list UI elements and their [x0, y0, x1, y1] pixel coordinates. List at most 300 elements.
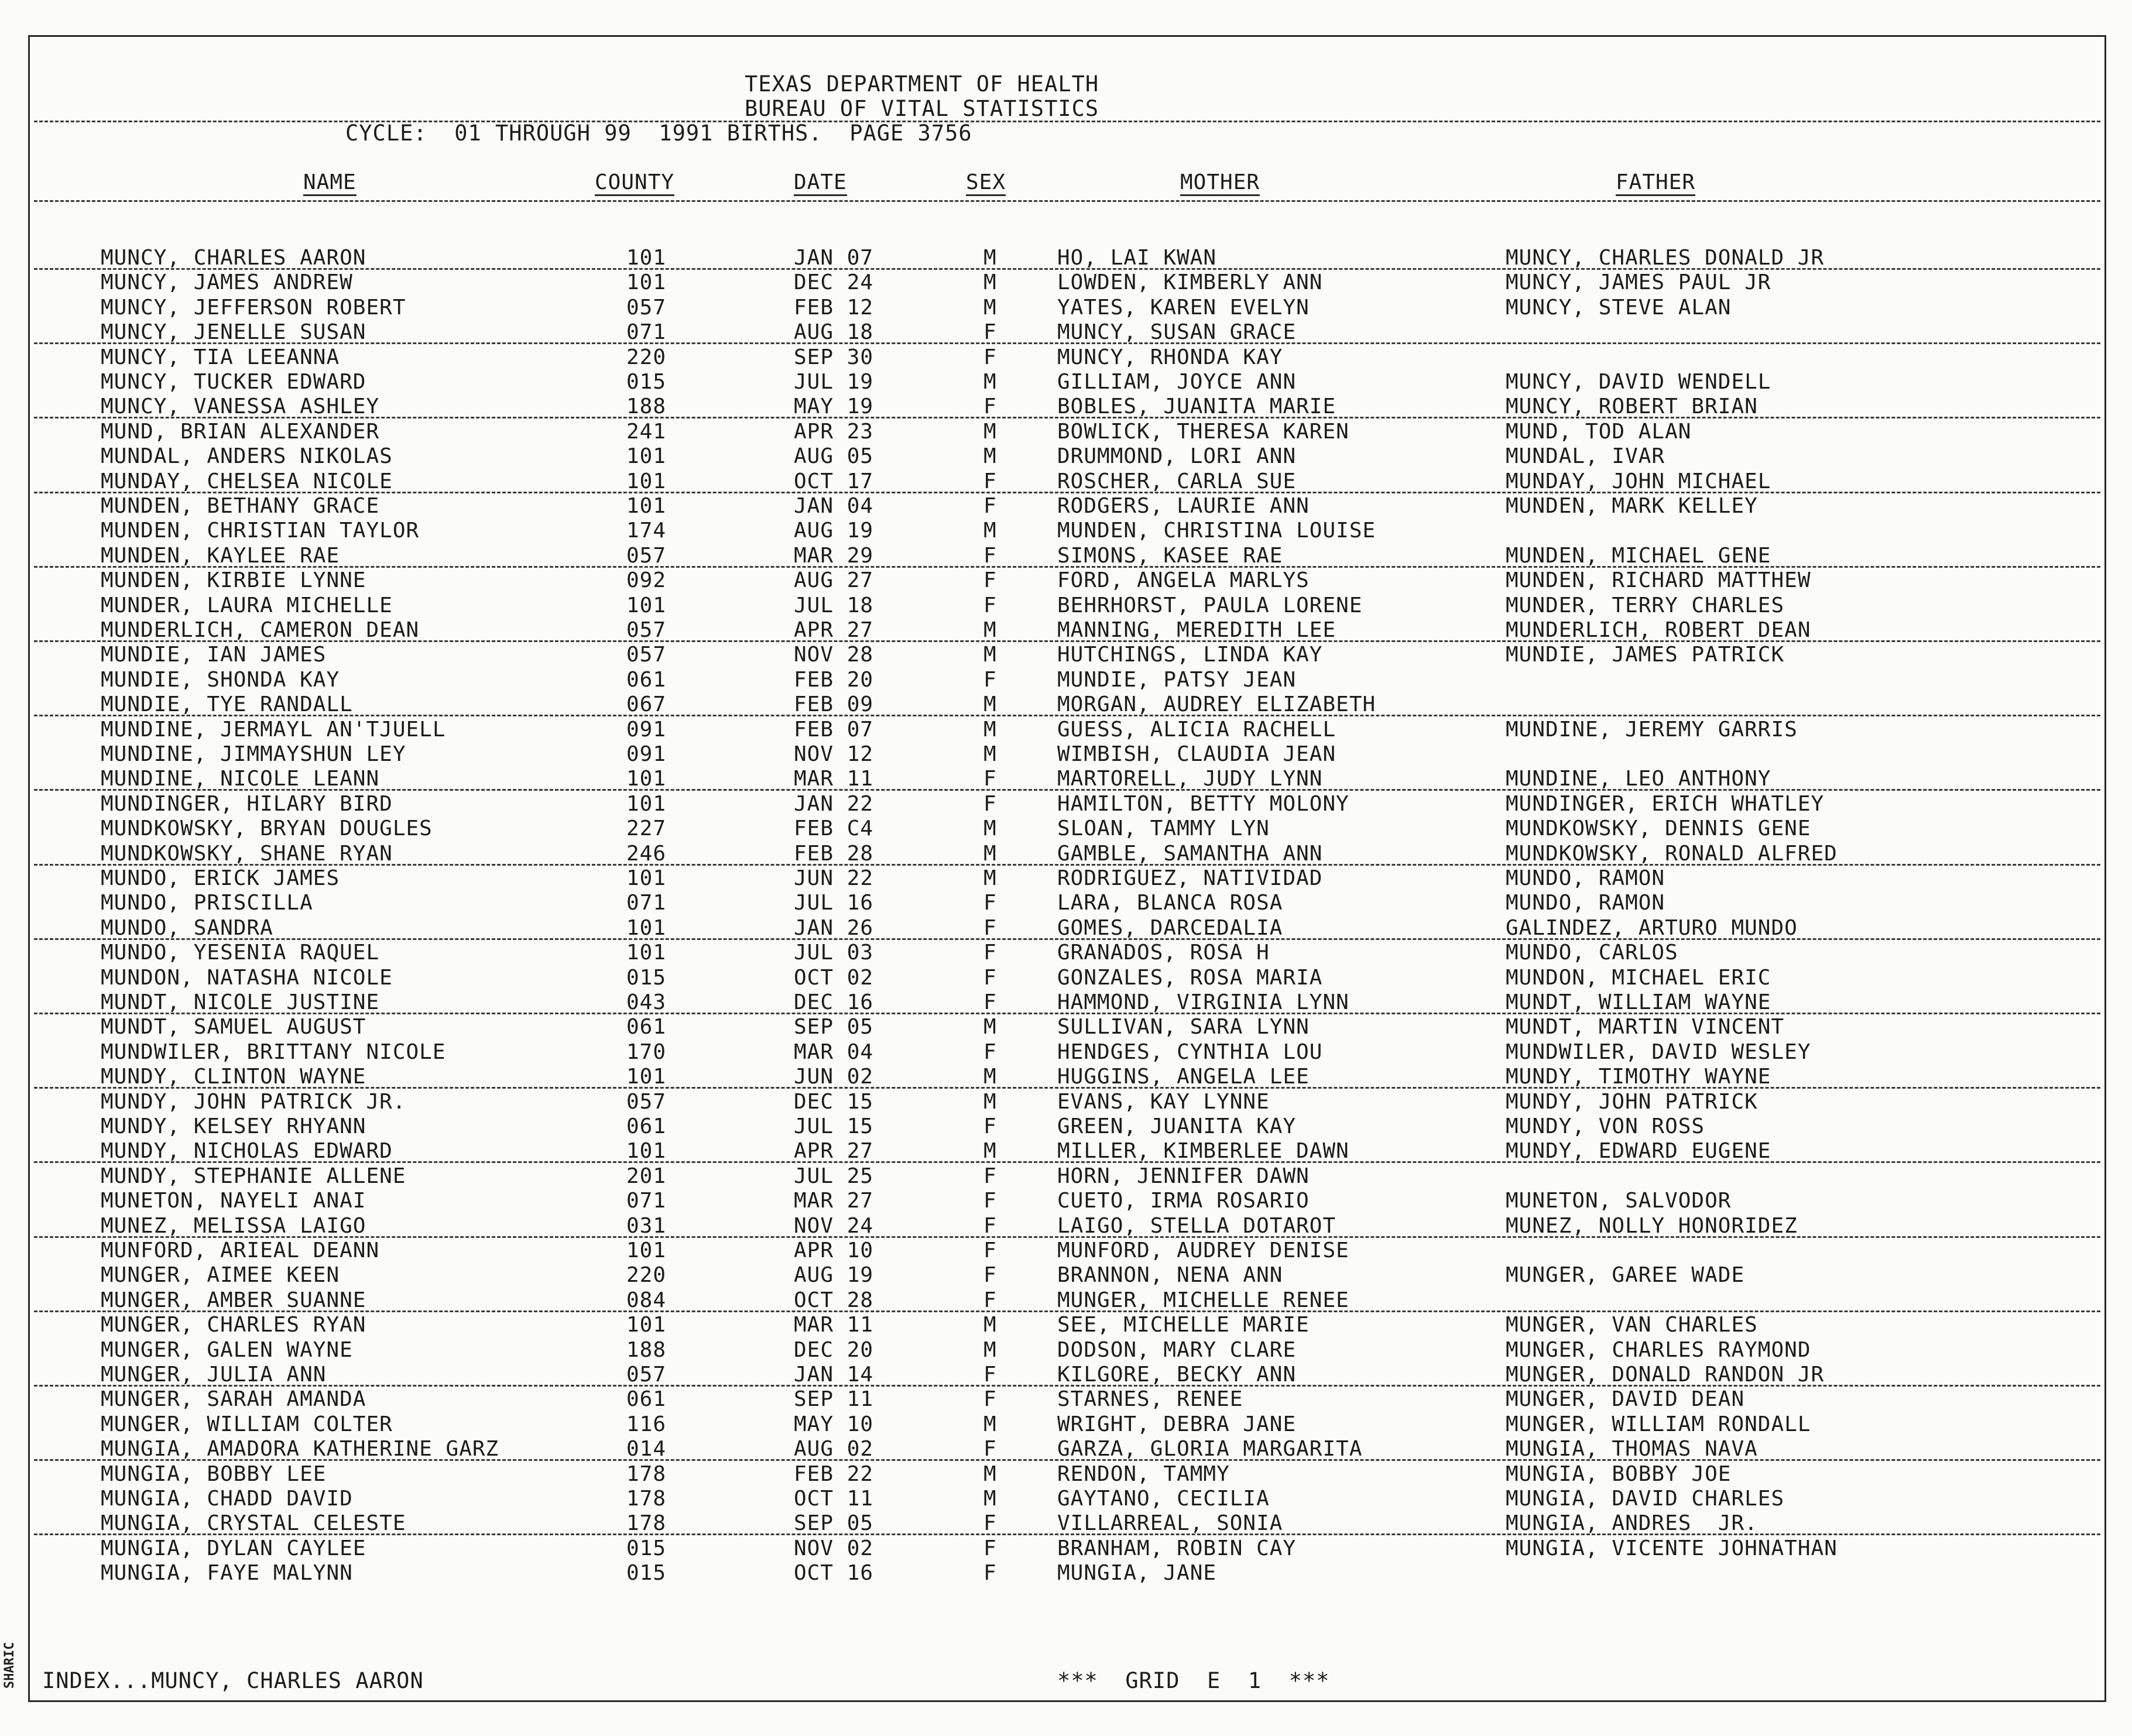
cell-name: MUNDON, NATASHA NICOLE	[101, 965, 393, 990]
table-row	[0, 246, 2132, 270]
cell-county: 043	[626, 990, 667, 1014]
cell-name: MUNGER, GALEN WAYNE	[101, 1337, 353, 1362]
cell-sex: M	[983, 841, 997, 866]
table-row	[0, 816, 2132, 841]
cell-sex: F	[983, 469, 997, 493]
cell-sex: M	[983, 692, 997, 717]
cell-county: 091	[626, 742, 667, 766]
cycle-line: CYCLE: 01 THROUGH 99 1991 BIRTHS. PAGE 3756	[345, 121, 972, 146]
cell-date: MAY 19	[794, 394, 874, 419]
cell-county: 188	[626, 1337, 667, 1362]
cell-sex: M	[983, 816, 997, 841]
cell-mother: FORD, ANGELA MARLYS	[1057, 568, 1310, 593]
cell-county: 057	[626, 543, 667, 568]
cell-father: MUNGER, DONALD RANDON JR	[1506, 1363, 1825, 1387]
cell-date: SEP 30	[794, 345, 874, 369]
cell-father: MUNDEN, MICHAEL GENE	[1506, 543, 1771, 568]
row-divider	[34, 342, 2100, 344]
cell-mother: MANNING, MEREDITH LEE	[1057, 618, 1336, 642]
cell-mother: HAMILTON, BETTY MOLONY	[1057, 791, 1349, 816]
cell-county: 116	[626, 1412, 667, 1436]
grid-footer: *** GRID E 1 ***	[1057, 1668, 1330, 1693]
cell-father: MUNDY, VON ROSS	[1506, 1114, 1705, 1138]
cell-name: MUNDINE, JERMAYL AN'TJUELL	[101, 717, 446, 742]
table-row	[0, 345, 2132, 370]
row-divider	[34, 1459, 2100, 1461]
cell-sex: M	[983, 1015, 997, 1039]
cell-mother: KILGORE, BECKY ANN	[1057, 1363, 1297, 1387]
cell-mother: HUGGINS, ANGELA LEE	[1057, 1065, 1310, 1089]
cell-date: MAR 11	[794, 1313, 874, 1337]
table-row	[0, 270, 2132, 295]
cell-father: MUNGIA, DAVID CHARLES	[1506, 1487, 1785, 1511]
table-row	[0, 1139, 2132, 1164]
cell-mother: GRANADOS, ROSA H	[1057, 941, 1270, 965]
cell-father: MUNDERLICH, ROBERT DEAN	[1506, 618, 1811, 642]
cell-name: MUNDER, LAURA MICHELLE	[101, 593, 393, 617]
cell-county: 061	[626, 1387, 667, 1412]
table-row	[0, 1313, 2132, 1337]
table-row	[0, 420, 2132, 444]
table-row	[0, 1487, 2132, 1511]
table-row	[0, 568, 2132, 593]
cell-name: MUNDY, NICHOLAS EDWARD	[101, 1139, 393, 1164]
table-row	[0, 891, 2132, 915]
cell-name: MUNCY, JENELLE SUSAN	[101, 320, 366, 345]
cell-sex: M	[983, 519, 997, 543]
cell-father: MUNDINE, LEO ANTHONY	[1506, 767, 1771, 791]
cell-name: MUNDT, NICOLE JUSTINE	[101, 990, 380, 1014]
cell-date: MAY 10	[794, 1412, 874, 1436]
cell-name: MUNDWILER, BRITTANY NICOLE	[101, 1039, 446, 1064]
cell-mother: GOMES, DARCEDALIA	[1057, 915, 1283, 940]
cell-father: MUNDO, RAMON	[1506, 866, 1665, 890]
table-row	[0, 1015, 2132, 1039]
side-label: SHARIC	[2, 1642, 17, 1689]
row-divider	[34, 1533, 2100, 1535]
cell-father: GALINDEZ, ARTURO MUNDO	[1506, 915, 1798, 940]
cell-county: 101	[626, 593, 667, 617]
index-footer: INDEX...MUNCY, CHARLES AARON	[42, 1668, 424, 1693]
table-row	[0, 1561, 2132, 1586]
cell-date: MAR 04	[794, 1039, 874, 1064]
cell-name: MUNGIA, FAYE MALYNN	[101, 1561, 353, 1586]
cell-sex: F	[983, 941, 997, 965]
cell-father: MUNGER, WILLIAM RONDALL	[1506, 1412, 1811, 1436]
cell-mother: GREEN, JUANITA KAY	[1057, 1114, 1297, 1138]
cell-date: OCT 16	[794, 1561, 874, 1586]
cell-name: MUNDERLICH, CAMERON DEAN	[101, 618, 420, 642]
cell-name: MUNDINGER, HILARY BIRD	[101, 791, 393, 816]
cell-mother: LOWDEN, KIMBERLY ANN	[1057, 270, 1323, 295]
cell-sex: F	[983, 1511, 997, 1536]
cell-sex: F	[983, 394, 997, 419]
table-row	[0, 394, 2132, 419]
cell-father: MUNDEN, MARK KELLEY	[1506, 494, 1758, 518]
row-divider	[34, 715, 2100, 716]
cell-sex: M	[983, 1313, 997, 1337]
cell-county: 178	[626, 1487, 667, 1511]
cell-father: MUNDO, RAMON	[1506, 891, 1665, 915]
cell-name: MUNEZ, MELISSA LAIGO	[101, 1213, 366, 1238]
table-row	[0, 1090, 2132, 1114]
cell-name: MUNDAL, ANDERS NIKOLAS	[101, 444, 393, 469]
table-row	[0, 792, 2132, 816]
cell-name: MUNDKOWSKY, BRYAN DOUGLES	[101, 816, 433, 841]
cell-name: MUNDIE, SHONDA KAY	[101, 667, 340, 692]
table-row	[0, 618, 2132, 643]
cell-county: 178	[626, 1461, 667, 1486]
cell-mother: SEE, MICHELLE MARIE	[1057, 1313, 1310, 1337]
cell-sex: M	[983, 1337, 997, 1362]
cell-name: MUNDY, CLINTON WAYNE	[101, 1065, 366, 1089]
cell-father: MUNDY, TIMOTHY WAYNE	[1506, 1065, 1771, 1089]
cell-father: MUNDINE, JEREMY GARRIS	[1506, 717, 1798, 742]
row-divider	[34, 1013, 2100, 1014]
row-divider	[34, 1236, 2100, 1238]
cell-father: MUNETON, SALVODOR	[1506, 1189, 1732, 1213]
table-row	[0, 1536, 2132, 1561]
cell-mother: RODGERS, LAURIE ANN	[1057, 494, 1310, 518]
cell-date: JUL 16	[794, 891, 874, 915]
table-row	[0, 1363, 2132, 1387]
cell-county: 101	[626, 1313, 667, 1337]
cell-name: MUNCY, TIA LEEANNA	[101, 345, 340, 369]
cell-county: 101	[626, 941, 667, 965]
cell-father: MUNDT, WILLIAM WAYNE	[1506, 990, 1771, 1014]
cell-mother: HAMMOND, VIRGINIA LYNN	[1057, 990, 1349, 1014]
cell-mother: MARTORELL, JUDY LYNN	[1057, 767, 1323, 791]
cell-date: DEC 15	[794, 1089, 874, 1114]
table-row	[0, 320, 2132, 345]
cell-date: FEB 22	[794, 1461, 874, 1486]
cell-sex: M	[983, 618, 997, 642]
cell-county: 101	[626, 469, 667, 493]
cell-name: MUNDO, ERICK JAMES	[101, 866, 340, 890]
cell-name: MUNGIA, DYLAN CAYLEE	[101, 1536, 366, 1560]
cell-mother: MUNFORD, AUDREY DENISE	[1057, 1238, 1349, 1262]
cell-mother: GONZALES, ROSA MARIA	[1057, 965, 1323, 990]
table-row	[0, 494, 2132, 519]
cell-name: MUNDO, SANDRA	[101, 915, 273, 940]
cell-county: 188	[626, 394, 667, 419]
cell-county: 067	[626, 692, 667, 717]
cell-mother: RODRIGUEZ, NATIVIDAD	[1057, 866, 1323, 890]
cell-name: MUNDY, STEPHANIE ALLENE	[101, 1164, 406, 1188]
cell-mother: HO, LAI KWAN	[1057, 246, 1217, 270]
cell-date: MAR 29	[794, 543, 874, 568]
row-divider	[34, 789, 2100, 791]
cell-sex: F	[983, 1263, 997, 1288]
cell-county: 061	[626, 1015, 667, 1039]
cell-mother: MUNCY, RHONDA KAY	[1057, 345, 1283, 369]
table-row	[0, 767, 2132, 791]
column-header-father: FATHER	[1616, 171, 1695, 196]
cell-county: 057	[626, 295, 667, 320]
row-divider	[34, 1310, 2100, 1312]
cell-father: MUNGER, DAVID DEAN	[1506, 1387, 1745, 1412]
cell-county: 101	[626, 494, 667, 518]
cell-sex: F	[983, 891, 997, 915]
cell-mother: BOWLICK, THERESA KAREN	[1057, 419, 1349, 444]
cell-mother: MUNCY, SUSAN GRACE	[1057, 320, 1297, 345]
cell-name: MUNDEN, KAYLEE RAE	[101, 543, 340, 568]
cell-date: NOV 28	[794, 643, 874, 667]
row-divider	[34, 640, 2100, 642]
cell-name: MUNDINE, JIMMAYSHUN LEY	[101, 742, 406, 766]
cell-mother: MUNDEN, CHRISTINA LOUISE	[1057, 519, 1376, 543]
cell-mother: MUNGER, MICHELLE RENEE	[1057, 1288, 1349, 1312]
cell-date: APR 23	[794, 419, 874, 444]
cell-sex: F	[983, 345, 997, 369]
cell-date: JAN 14	[794, 1363, 874, 1387]
cell-mother: SULLIVAN, SARA LYNN	[1057, 1015, 1310, 1039]
cell-county: 101	[626, 791, 667, 816]
table-row	[0, 1114, 2132, 1139]
cell-county: 101	[626, 866, 667, 890]
cell-date: MAR 27	[794, 1189, 874, 1213]
cell-mother: HENDGES, CYNTHIA LOU	[1057, 1039, 1323, 1064]
table-row	[0, 1263, 2132, 1288]
table-row	[0, 544, 2132, 568]
cell-date: AUG 27	[794, 568, 874, 593]
cell-date: AUG 19	[794, 519, 874, 543]
cell-date: APR 27	[794, 1139, 874, 1164]
cell-name: MUNDEN, CHRISTIAN TAYLOR	[101, 519, 420, 543]
table-row	[0, 990, 2132, 1015]
cell-date: OCT 02	[794, 965, 874, 990]
cell-date: DEC 16	[794, 990, 874, 1014]
table-row	[0, 1238, 2132, 1263]
cell-mother: BRANHAM, ROBIN CAY	[1057, 1536, 1297, 1560]
cell-mother: MUNDIE, PATSY JEAN	[1057, 667, 1297, 692]
cell-mother: SLOAN, TAMMY LYN	[1057, 816, 1270, 841]
cell-date: JUL 19	[794, 370, 874, 394]
cell-sex: F	[983, 320, 997, 345]
cell-sex: F	[983, 1288, 997, 1312]
table-row	[0, 866, 2132, 891]
cell-date: NOV 24	[794, 1213, 874, 1238]
cell-name: MUNGER, WILLIAM COLTER	[101, 1412, 393, 1436]
cell-mother: BOBLES, JUANITA MARIE	[1057, 394, 1336, 419]
cell-county: 227	[626, 816, 667, 841]
cell-sex: F	[983, 1189, 997, 1213]
cell-mother: EVANS, KAY LYNNE	[1057, 1089, 1270, 1114]
cell-name: MUND, BRIAN ALEXANDER	[101, 419, 380, 444]
cell-date: JUL 25	[794, 1164, 874, 1188]
cell-sex: M	[983, 1089, 997, 1114]
table-row	[0, 1065, 2132, 1089]
cell-county: 015	[626, 370, 667, 394]
cell-date: JAN 22	[794, 791, 874, 816]
cell-father: MUNDKOWSKY, RONALD ALFRED	[1506, 841, 1838, 866]
cell-county: 101	[626, 915, 667, 940]
column-header-date: DATE	[794, 171, 847, 196]
table-row	[0, 643, 2132, 667]
cell-county: 101	[626, 1065, 667, 1089]
table-row	[0, 1288, 2132, 1313]
title-line-2: BUREAU OF VITAL STATISTICS	[745, 96, 1099, 121]
cell-name: MUNDEN, BETHANY GRACE	[101, 494, 380, 518]
cell-name: MUNGER, AIMEE KEEN	[101, 1263, 340, 1288]
table-row	[0, 941, 2132, 965]
cell-mother: GUESS, ALICIA RACHELL	[1057, 717, 1336, 742]
table-row	[0, 370, 2132, 394]
cell-date: FEB C4	[794, 816, 874, 841]
cell-mother: DODSON, MARY CLARE	[1057, 1337, 1297, 1362]
cell-county: 101	[626, 444, 667, 469]
cell-sex: M	[983, 643, 997, 667]
row-divider	[34, 864, 2100, 866]
cell-name: MUNCY, JEFFERSON ROBERT	[101, 295, 406, 320]
cell-father: MUNDO, CARLOS	[1506, 941, 1678, 965]
cell-father: MUNCY, JAMES PAUL JR	[1506, 270, 1771, 295]
cell-father: MUNGIA, ANDRES JR.	[1506, 1511, 1758, 1536]
cell-county: 101	[626, 270, 667, 295]
cell-name: MUNGER, SARAH AMANDA	[101, 1387, 366, 1412]
cell-father: MUNDEN, RICHARD MATTHEW	[1506, 568, 1811, 593]
title-line-1: TEXAS DEPARTMENT OF HEALTH	[745, 71, 1099, 97]
cell-father: MUNCY, ROBERT BRIAN	[1506, 394, 1758, 419]
cell-sex: F	[983, 1437, 997, 1461]
cell-sex: F	[983, 543, 997, 568]
cell-sex: F	[983, 791, 997, 816]
cell-county: 220	[626, 345, 667, 369]
cell-father: MUNDWILER, DAVID WESLEY	[1506, 1039, 1811, 1064]
cell-sex: M	[983, 1065, 997, 1089]
row-divider	[34, 566, 2100, 568]
cell-mother: MORGAN, AUDREY ELIZABETH	[1057, 692, 1376, 717]
cell-mother: SIMONS, KASEE RAE	[1057, 543, 1283, 568]
column-header-sex: SEX	[966, 171, 1006, 196]
cell-father: MUNCY, CHARLES DONALD JR	[1506, 246, 1825, 270]
cell-father: MUNDAL, IVAR	[1506, 444, 1665, 469]
cell-mother: GAYTANO, CECILIA	[1057, 1487, 1270, 1511]
cell-sex: F	[983, 494, 997, 518]
cell-mother: DRUMMOND, LORI ANN	[1057, 444, 1297, 469]
cell-date: APR 10	[794, 1238, 874, 1262]
cell-county: 201	[626, 1164, 667, 1188]
cell-date: JUL 03	[794, 941, 874, 965]
cell-name: MUNCY, TUCKER EDWARD	[101, 370, 366, 394]
cell-sex: F	[983, 593, 997, 617]
cell-mother: ROSCHER, CARLA SUE	[1057, 469, 1297, 493]
cell-mother: BRANNON, NENA ANN	[1057, 1263, 1283, 1288]
cell-county: 061	[626, 1114, 667, 1138]
row-divider	[34, 1161, 2100, 1163]
cell-mother: MUNGIA, JANE	[1057, 1561, 1217, 1586]
cell-father: MUNGER, GAREE WADE	[1506, 1263, 1745, 1288]
cell-date: OCT 17	[794, 469, 874, 493]
cell-county: 057	[626, 1089, 667, 1114]
row-divider	[34, 268, 2100, 270]
column-header-name: NAME	[303, 171, 357, 196]
cell-name: MUNDEN, KIRBIE LYNNE	[101, 568, 366, 593]
cell-name: MUNCY, CHARLES AARON	[101, 246, 366, 270]
table-row	[0, 444, 2132, 469]
cell-mother: WIMBISH, CLAUDIA JEAN	[1057, 742, 1336, 766]
cell-father: MUNGIA, THOMAS NAVA	[1506, 1437, 1758, 1461]
cell-county: 015	[626, 1536, 667, 1560]
cell-sex: F	[983, 965, 997, 990]
cell-mother: GAMBLE, SAMANTHA ANN	[1057, 841, 1323, 866]
cell-date: NOV 12	[794, 742, 874, 766]
cell-date: SEP 05	[794, 1015, 874, 1039]
cell-name: MUNDIE, TYE RANDALL	[101, 692, 353, 717]
cell-date: FEB 07	[794, 717, 874, 742]
table-row	[0, 1462, 2132, 1487]
cell-name: MUNDO, PRISCILLA	[101, 891, 313, 915]
cell-county: 101	[626, 1238, 667, 1262]
table-row	[0, 668, 2132, 692]
cell-date: FEB 28	[794, 841, 874, 866]
cell-sex: F	[983, 990, 997, 1014]
cell-sex: M	[983, 866, 997, 890]
cell-father: MUNGER, CHARLES RAYMOND	[1506, 1337, 1811, 1362]
cell-sex: F	[983, 1561, 997, 1586]
cell-mother: HUTCHINGS, LINDA KAY	[1057, 643, 1323, 667]
cell-father: MUNDIE, JAMES PATRICK	[1506, 643, 1785, 667]
cell-sex: F	[983, 667, 997, 692]
cell-date: NOV 02	[794, 1536, 874, 1560]
cell-date: JUN 02	[794, 1065, 874, 1089]
cell-county: 170	[626, 1039, 667, 1064]
cell-county: 101	[626, 246, 667, 270]
cell-father: MUNDY, EDWARD EUGENE	[1506, 1139, 1771, 1164]
cell-date: JUL 18	[794, 593, 874, 617]
cell-date: MAR 11	[794, 767, 874, 791]
cell-sex: M	[983, 1487, 997, 1511]
cell-sex: M	[983, 1412, 997, 1436]
cell-mother: RENDON, TAMMY	[1057, 1461, 1230, 1486]
cell-county: 031	[626, 1213, 667, 1238]
cell-father: MUNEZ, NOLLY HONORIDEZ	[1506, 1213, 1798, 1238]
cell-father: MUNGIA, BOBBY JOE	[1506, 1461, 1732, 1486]
cell-sex: F	[983, 1238, 997, 1262]
cell-sex: F	[983, 1363, 997, 1387]
cell-father: MUNCY, DAVID WENDELL	[1506, 370, 1771, 394]
cell-father: MUNGIA, VICENTE JOHNATHAN	[1506, 1536, 1838, 1560]
cell-sex: F	[983, 1213, 997, 1238]
cell-sex: F	[983, 1114, 997, 1138]
cell-mother: LARA, BLANCA ROSA	[1057, 891, 1283, 915]
cell-county: 015	[626, 965, 667, 990]
cell-father: MUNDER, TERRY CHARLES	[1506, 593, 1785, 617]
cell-sex: M	[983, 246, 997, 270]
cell-sex: F	[983, 1039, 997, 1064]
cell-father: MUNDAY, JOHN MICHAEL	[1506, 469, 1771, 493]
cell-name: MUNDO, YESENIA RAQUEL	[101, 941, 380, 965]
cell-county: 071	[626, 891, 667, 915]
cell-sex: F	[983, 1387, 997, 1412]
cell-name: MUNDINE, NICOLE LEANN	[101, 767, 380, 791]
cell-father: MUNDINGER, ERICH WHATLEY	[1506, 791, 1825, 816]
cell-name: MUNGIA, CRYSTAL CELESTE	[101, 1511, 406, 1536]
cell-name: MUNDAY, CHELSEA NICOLE	[101, 469, 393, 493]
cell-county: 092	[626, 568, 667, 593]
cell-county: 057	[626, 1363, 667, 1387]
cell-date: AUG 05	[794, 444, 874, 469]
cell-father: MUND, TOD ALAN	[1506, 419, 1692, 444]
column-header-mother: MOTHER	[1180, 171, 1260, 196]
cell-mother: CUETO, IRMA ROSARIO	[1057, 1189, 1310, 1213]
column-header-divider	[34, 200, 2100, 202]
cell-sex: F	[983, 767, 997, 791]
table-row	[0, 718, 2132, 742]
cell-county: 174	[626, 519, 667, 543]
table-row	[0, 742, 2132, 767]
cell-name: MUNDY, JOHN PATRICK JR.	[101, 1089, 406, 1114]
